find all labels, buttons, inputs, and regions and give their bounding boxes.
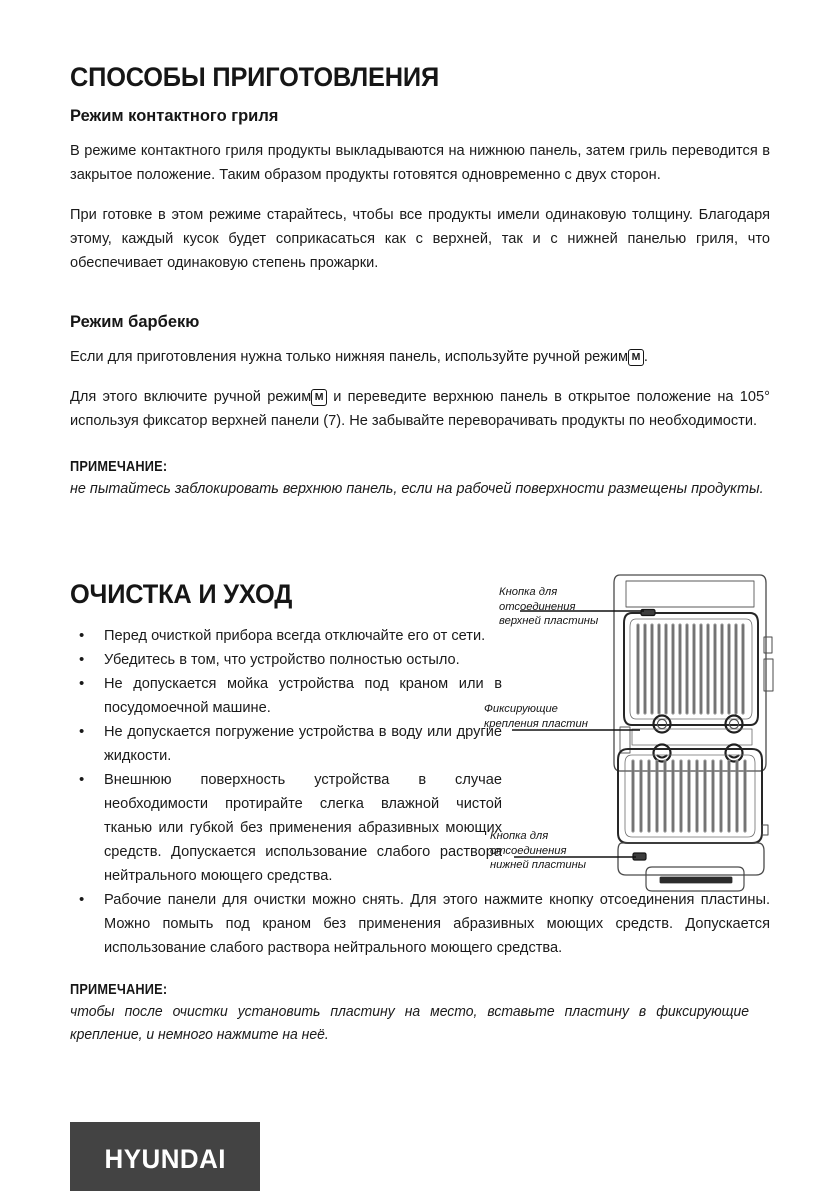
paragraph-barbecue-2 [70, 385, 770, 433]
paragraph-barbecue-1 [70, 345, 770, 369]
callout-upper-plate-release: Кнопка для отсоединения верхней пластины [499, 586, 599, 628]
cleaning-bullets-full-width [70, 888, 770, 960]
paragraph-contact-grill-1: В режиме контактного гриля продукты выкладываются на нижнюю панель, затем гриль переводится в закрытое положение. Таким образом продукты готовятся одновременно с двух сторон. [70, 143, 770, 183]
list-item-text: Не допускается погружение устройства в воду или другие жидкости. [104, 724, 502, 764]
list-item-text: Рабочие панели для очистки можно снять. Для этого нажмите кнопку отсоединения пластины. Можно помыть под краном без применения абразивных моющих средств. Допускается использование слабого раствора нейтрального моющего средства. [104, 892, 770, 956]
page-content [70, 62, 770, 1047]
list-item [70, 624, 502, 648]
callout-lower-plate-release: Кнопка для отсоединения нижней пластины [490, 830, 586, 872]
note-title-barbecue: ПРИМЕЧАНИЕ: [70, 459, 168, 475]
list-item-text: Внешнюю поверхность устройства в случае необходимости протирайте слегка влажной чистой тканью или губкой без применения абразивных моющих средств. Допускается использование слабого раствора нейтрального моющего средства. [104, 772, 502, 884]
paragraph-barbecue-2-text-before: Для этого включите ручной режим [70, 389, 312, 405]
list-item [70, 888, 770, 960]
brand-logo [70, 1122, 260, 1191]
page-title-cleaning-care: ОЧИСТКА И УХОД [70, 579, 293, 609]
page-title-cooking-methods: СПОСОБЫ ПРИГОТОВЛЕНИЯ [70, 62, 440, 92]
list-item [70, 720, 502, 768]
paragraph-barbecue-2-text-after: и переведите верхнюю панель в открытое положение на 105° используя фиксатор верхней панели (7). Не забывайте переворачивать продукты по необходимости. [70, 389, 770, 429]
plate-fixing-clip-icon-lower [654, 745, 743, 762]
list-item [70, 648, 502, 672]
manual-mode-key-icon: M [628, 349, 644, 367]
bullet-marker: • [79, 723, 85, 740]
note-body-cleaning: чтобы после очистки установить пластину на место, вставьте пластину в фиксирующие крепление, и немного нажмите на неё. [70, 1004, 749, 1043]
list-item-text: Не допускается мойка устройства под краном или в посудомоечной машине. [104, 676, 502, 716]
paragraph-barbecue-1-text-after: . [643, 349, 648, 365]
note-title-cleaning: ПРИМЕЧАНИЕ: [70, 982, 168, 998]
list-item-text: Перед очисткой прибора всегда отключайте его от сети. [104, 628, 486, 644]
list-item-text: Убедитесь в том, что устройство полностью остыло. [104, 652, 460, 668]
spacer [70, 291, 770, 313]
bullet-marker: • [79, 771, 85, 788]
spacer [70, 449, 770, 459]
subsection-title-barbecue: Режим барбекю [70, 313, 200, 331]
bullet-marker: • [79, 627, 85, 644]
cleaning-bullet-list [70, 624, 502, 888]
paragraph-contact-grill-2: При готовке в этом режиме старайтесь, чтобы все продукты имели одинаковую толщину. Благодаря этому, каждый кусок будет соприкасаться как с верхней, так и с нижней панелью гриля, что обеспечивает одинаковую степень прожарки. [70, 207, 770, 271]
paragraph-barbecue-1-text-before: Если для приготовления нужна только нижняя панель, используйте ручной режим [70, 349, 629, 365]
spacer [70, 960, 770, 982]
grill-illustration [484, 567, 774, 897]
cleaning-bullets-column [70, 624, 502, 888]
manual-mode-key-icon-2: M [311, 389, 327, 407]
bullet-marker: • [79, 651, 85, 668]
bullet-marker: • [79, 891, 85, 908]
subsection-title-contact-grill: Режим контактного гриля [70, 107, 279, 125]
cleaning-care-section [70, 579, 770, 1047]
bullet-marker: • [79, 675, 85, 692]
note-body-barbecue: не пытайтесь заблокировать верхнюю панель, если на рабочей поверхности размещены продукты. [70, 481, 764, 497]
list-item [70, 768, 502, 888]
brand-logo-text: HYUNDAI [104, 1144, 226, 1174]
cleaning-bullet-list-full [70, 888, 770, 960]
list-item [70, 672, 502, 720]
callout-plate-fixings: Фиксирующие крепления пластин [484, 703, 588, 730]
